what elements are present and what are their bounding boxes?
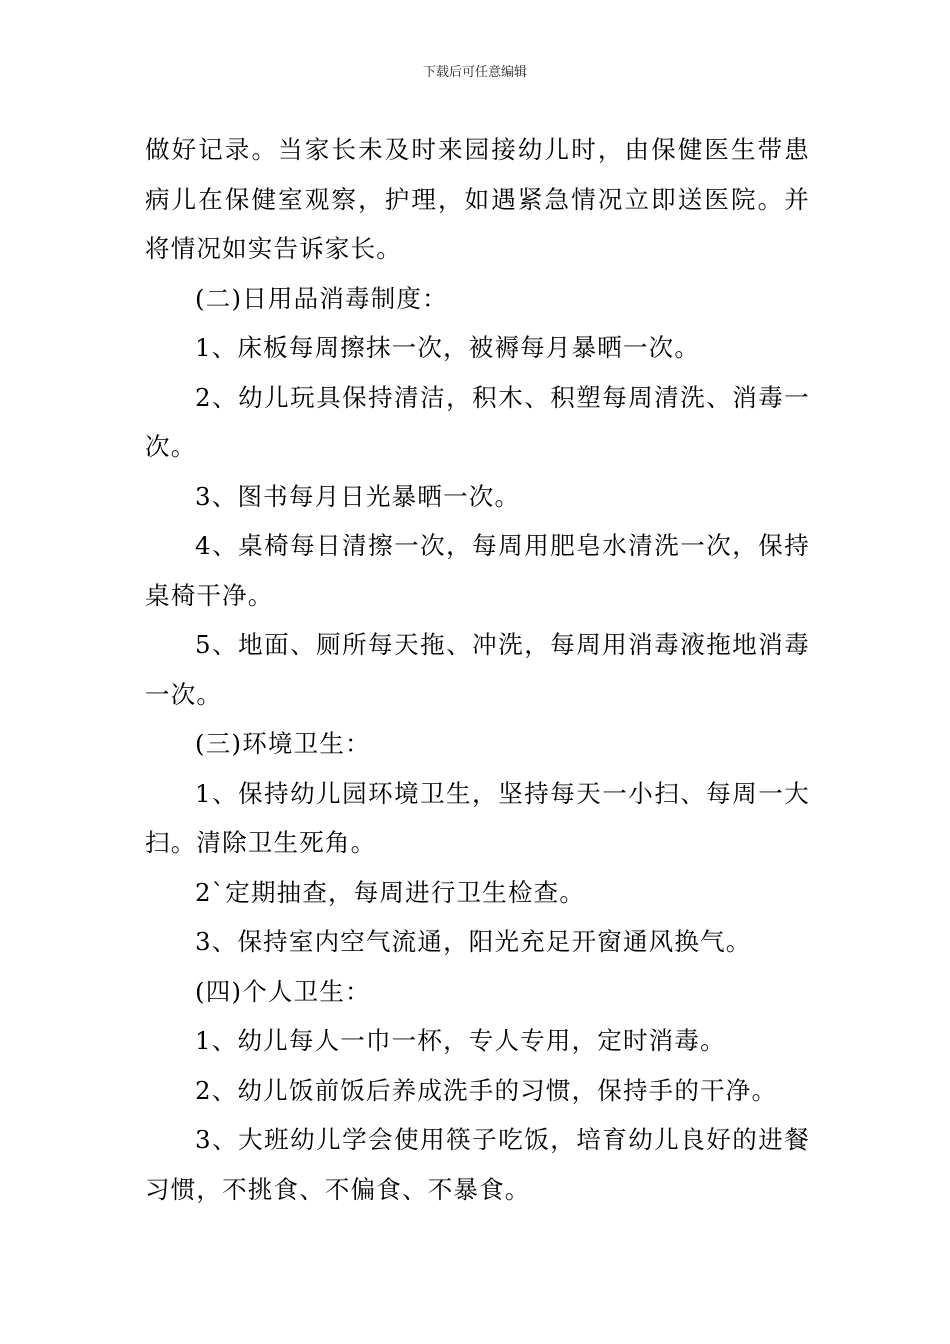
page-header: 下载后可任意编辑 (422, 65, 527, 80)
list-item: 1、幼儿每人一巾一杯，专人专用，定时消毒。 (195, 1026, 726, 1055)
list-item: 2、幼儿饭前饭后养成洗手的习惯，保持手的干净。 (195, 1075, 778, 1105)
list-item: 2`定期抽查，每周进行卫生检查。 (195, 877, 586, 907)
document-body (145, 125, 810, 1214)
list-item: 3、保持室内空气流通，阳光充足开窗通风换气。 (195, 927, 752, 956)
section-heading-environment-hygiene: (三)环境卫生： (195, 729, 371, 758)
list-item: 3、大班幼儿学会使用筷子吃饭，培育幼儿良好的进餐习惯，不挑食、不偏食、不暴食。 (145, 1125, 810, 1204)
list-item: 3、图书每月日光暴晒一次。 (195, 481, 521, 511)
list-item: 1、床板每周擦抹一次，被褥每月暴晒一次。 (195, 333, 701, 362)
list-item: 2、幼儿玩具保持清洁，积木、积塑每周清洗、消毒一次。 (145, 382, 810, 461)
list-item: 5、地面、厕所每天拖、冲洗，每周用消毒液拖地消毒一次。 (145, 630, 810, 709)
section-heading-daily-items-disinfection: (二)日用品消毒制度： (195, 283, 448, 313)
paragraph-continuation: 做好记录。当家长未及时来园接幼儿时，由保健医生带患病儿在保健室观察，护理，如遇紧急情况立即送医院。并将情况如实告诉家长。 (145, 135, 810, 263)
list-item: 4、桌椅每日清擦一次，每周用肥皂水清洗一次，保持桌椅干净。 (145, 531, 810, 610)
section-heading-personal-hygiene: (四)个人卫生： (195, 976, 371, 1006)
list-item: 1、保持幼儿园环境卫生，坚持每天一小扫、每周一大扫。清除卫生死角。 (145, 778, 810, 857)
